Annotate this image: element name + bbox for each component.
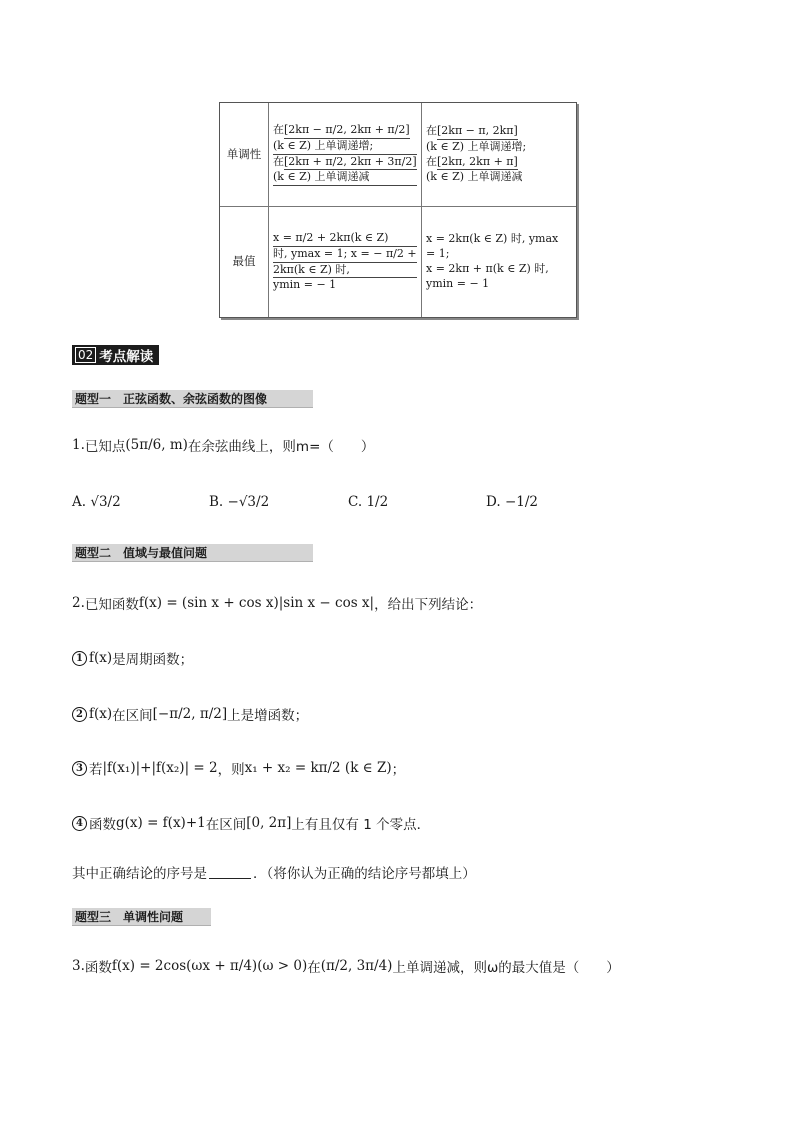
cos-extrema-cell	[422, 207, 576, 317]
option-value: −1/2	[504, 494, 538, 510]
type-3-label: 题型三	[75, 910, 112, 924]
q2-conclusion-4	[72, 812, 430, 834]
q1-option-b[interactable]	[209, 494, 269, 510]
c1-text: 是周期函数；	[112, 652, 194, 668]
q2-conclusion-3	[72, 754, 405, 782]
sin-dec-suffix: (k ∈ Z) 上单调递减	[273, 170, 417, 186]
cos-inc-prefix: 在	[426, 123, 437, 137]
q1-option-a[interactable]	[72, 494, 121, 510]
q1-number: 1.	[72, 437, 85, 453]
cos-max-condition: x = 2kπ(k ∈ Z) 时, ymax	[426, 232, 559, 246]
circled-number-icon: 2	[72, 707, 87, 722]
c4-text: 上有且仅有 1 个零点．	[291, 817, 431, 833]
question-1	[72, 432, 374, 458]
question-3	[72, 952, 620, 980]
answer-blank[interactable]	[209, 866, 251, 879]
cos-dec-prefix: 在	[426, 154, 437, 168]
c3-text: ；	[391, 762, 406, 778]
q2-function: f(x) = (sin x + cos x)|sin x − cos x|	[138, 595, 375, 611]
section-header	[72, 345, 159, 365]
section-number: 02	[75, 347, 96, 363]
q2-ask	[72, 862, 476, 882]
type-1-title: 正弦函数、余弦函数的图像	[123, 392, 268, 406]
type-3-title: 单调性问题	[123, 910, 184, 924]
option-value: √3/2	[90, 494, 121, 510]
cos-inc-suffix: (k ∈ Z) 上单调递增;	[426, 139, 527, 153]
q3-number: 3.	[72, 958, 85, 974]
type-3-header	[72, 908, 211, 926]
c3-mid: ，则	[217, 762, 245, 778]
sin-inc-suffix: (k ∈ Z) 上单调递增;	[273, 139, 417, 155]
q1-point: (5π/6, m)	[125, 437, 188, 453]
type-2-title: 值域与最值问题	[123, 546, 208, 560]
sin-max-value: 时, ymax = 1; x = − π/2 +	[273, 247, 417, 263]
c4-mid: 在区间	[205, 817, 247, 833]
cos-max-value: = 1;	[426, 247, 450, 261]
c3-pre: 若	[89, 762, 103, 778]
c2-expr: f(x)	[89, 706, 113, 722]
q3-function: f(x) = 2cos(ωx + π/4)(ω > 0)	[111, 958, 308, 974]
circled-number-icon: 4	[72, 816, 87, 831]
section-title: 考点解读	[99, 349, 154, 365]
cos-dec-suffix: (k ∈ Z) 上单调递减	[426, 170, 523, 184]
option-label: D.	[486, 494, 501, 510]
q2-conclusion-1	[72, 647, 193, 669]
q1-option-c[interactable]	[348, 494, 388, 510]
q2-post: ，给出下列结论：	[374, 597, 483, 613]
q3-post: 上单调递减，则ω的最大值是（ ）	[392, 960, 620, 976]
cos-dec-interval: [2kπ, 2kπ + π]	[437, 155, 518, 171]
sin-min-value: ymin = − 1	[273, 278, 337, 292]
type-2-header	[72, 544, 313, 562]
circled-number-icon: 3	[72, 761, 87, 776]
q3-interval: (π/2, 3π/4)	[320, 958, 393, 974]
cos-min-condition: x = 2kπ + π(k ∈ Z) 时,	[426, 262, 549, 275]
q1-option-d[interactable]	[486, 494, 538, 510]
type-2-label: 题型二	[75, 546, 112, 560]
type-1-label: 题型一	[75, 392, 112, 406]
c2-mid: 在区间	[112, 708, 153, 724]
sin-inc-prefix: 在	[273, 122, 284, 136]
cos-min-value: ymin = − 1	[426, 276, 490, 290]
row-head-extrema: 最值	[220, 207, 269, 317]
sin-monotonicity-cell	[269, 103, 422, 207]
q2-ask-post: ．（将你认为正确的结论序号都填上）	[253, 866, 476, 882]
row-head-monotonicity: 单调性	[220, 103, 269, 207]
option-value: 1/2	[366, 494, 389, 510]
sin-dec-interval: [2kπ + π/2, 2kπ + 3π/2]	[284, 155, 417, 171]
sin-min-condition: 2kπ(k ∈ Z) 时,	[273, 263, 417, 279]
c2-interval: [−π/2, π/2]	[152, 706, 228, 722]
option-label: C.	[348, 494, 363, 510]
sin-inc-interval: [2kπ − π/2, 2kπ + π/2]	[284, 123, 410, 139]
q1-pre: 已知点	[84, 439, 126, 455]
q1-post: 在余弦曲线上，则m=（ ）	[187, 439, 375, 455]
option-label: B.	[209, 494, 224, 510]
option-label: A.	[72, 494, 87, 510]
c2-text: 上是增函数；	[227, 708, 309, 724]
q2-ask-pre: 其中正确结论的序号是	[72, 866, 207, 882]
cos-monotonicity-cell	[422, 103, 576, 207]
circled-number-icon: 1	[72, 651, 87, 666]
sin-dec-prefix: 在	[273, 154, 284, 168]
question-2	[72, 592, 482, 614]
sin-max-condition: x = π/2 + 2kπ(k ∈ Z)	[273, 231, 417, 247]
q3-pre: 函数	[84, 960, 112, 976]
c4-interval: [0, 2π]	[246, 815, 292, 831]
option-value: −√3/2	[227, 494, 270, 510]
q3-mid: 在	[307, 960, 321, 976]
c4-expr: g(x) = f(x)+1	[116, 815, 206, 831]
q2-number: 2.	[72, 595, 85, 611]
q2-pre: 已知函数	[84, 597, 139, 613]
cos-inc-interval: [2kπ − π, 2kπ]	[437, 124, 518, 140]
q2-conclusion-2	[72, 700, 308, 728]
c1-expr: f(x)	[89, 650, 113, 666]
type-1-header	[72, 390, 313, 408]
c3-expr: |f(x₁)|+|f(x₂)| = 2	[102, 760, 218, 776]
sin-extrema-cell	[269, 207, 422, 317]
c4-pre: 函数	[89, 817, 116, 833]
c3-result: x₁ + x₂ = kπ/2 (k ∈ Z)	[244, 760, 392, 776]
trig-properties-table	[219, 102, 577, 318]
